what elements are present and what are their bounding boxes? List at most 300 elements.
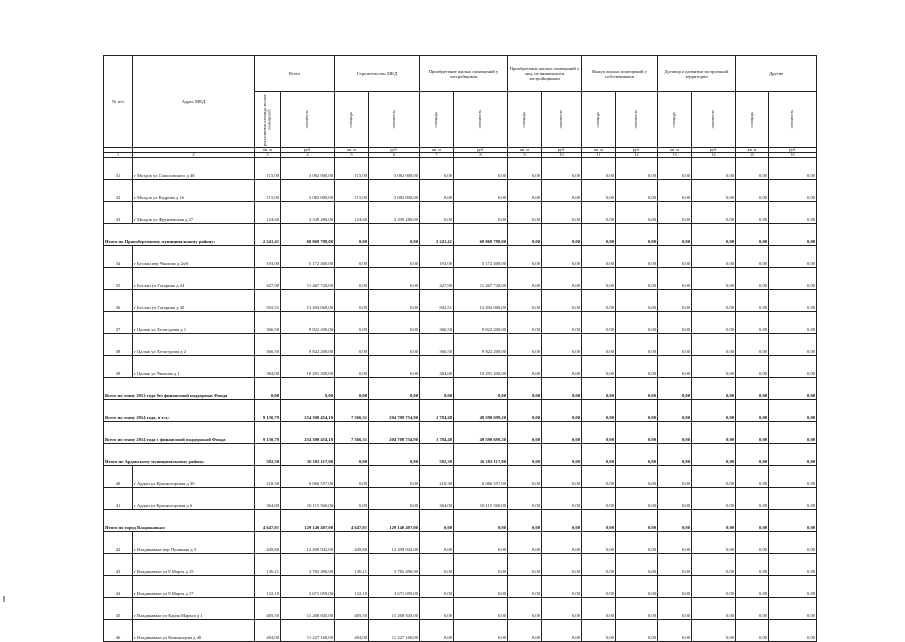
header-subcolumn [736, 92, 769, 148]
value-cell: 9 822 200,00 [454, 334, 508, 356]
value-cell: 0,00 [769, 466, 817, 488]
value-cell: 0,00 [658, 620, 692, 642]
total-label: Всего по этапу 2014 года с финансовой поддержкой Фонда [104, 422, 255, 444]
value-cell: 0,00 [542, 598, 582, 620]
value-cell: 218,30 [255, 466, 281, 488]
header-subcolumn [658, 92, 692, 148]
value-cell: 0,00 [454, 180, 508, 202]
value-cell: 0,00 [542, 466, 582, 488]
row-number: 39 [104, 356, 133, 378]
value-cell: 0,00 [420, 202, 454, 224]
value-cell: 115,00 [335, 180, 369, 202]
value-cell: 0,00 [769, 334, 817, 356]
value-cell: 1 784,48 [420, 422, 454, 444]
value-cell: 0,00 [736, 312, 769, 334]
value-cell: 0,00 [692, 356, 736, 378]
value-cell: 502,51 [255, 290, 281, 312]
value-cell: 0,00 [369, 444, 420, 466]
value-cell: 366,50 [255, 334, 281, 356]
value-cell: 0,00 [542, 312, 582, 334]
value-cell: 0,00 [454, 554, 508, 576]
value-cell: 0,00 [616, 312, 658, 334]
row-address: г Цалык ул Хетагурова д 1 [133, 312, 255, 334]
value-cell: 0,00 [582, 356, 616, 378]
value-cell: 0,00 [542, 620, 582, 642]
total-row [104, 400, 817, 422]
value-cell: 404,00 [255, 620, 281, 642]
table-row [104, 356, 817, 378]
column-number-cell: 2 [133, 153, 255, 158]
header-address: Адрес МКД [133, 56, 255, 148]
value-cell: 0,00 [616, 576, 658, 598]
row-address: г Цалык ул Чкалова д 1 [133, 356, 255, 378]
value-cell: 9 150,79 [255, 422, 281, 444]
value-cell: 0,00 [736, 422, 769, 444]
value-cell: 0,00 [736, 378, 769, 400]
unit-cell: руб. [769, 148, 817, 153]
value-cell: 0,00 [616, 334, 658, 356]
row-address: г Моздок ул Кадрова д 16 [133, 180, 255, 202]
value-cell: 0,00 [335, 466, 369, 488]
value-cell: 0,00 [616, 268, 658, 290]
value-cell: 13 494 068,00 [281, 290, 335, 312]
row-number: 46 [104, 620, 133, 642]
value-cell: 0,00 [769, 532, 817, 554]
total-row [104, 444, 817, 466]
total-label: Итого по город Владикавказ: [104, 510, 255, 532]
header-subcolumn-label: расселяемая площадь жилых помещений [262, 93, 272, 146]
value-cell: 0,00 [658, 268, 692, 290]
header-subcolumn [420, 92, 454, 148]
value-cell: 0,00 [582, 246, 616, 268]
value-cell: 0,00 [508, 290, 542, 312]
value-cell: 4 647,01 [255, 510, 281, 532]
header-subcolumn [335, 92, 369, 148]
value-cell: 0,00 [420, 158, 454, 180]
row-number: 34 [104, 246, 133, 268]
value-cell: 384,00 [420, 356, 454, 378]
value-cell: 129 140 407,00 [281, 510, 335, 532]
header-subcolumn-label: стоимость [558, 110, 564, 129]
value-cell: 0,00 [420, 378, 454, 400]
value-cell: 16 182 117,00 [454, 444, 508, 466]
column-number-cell: 3 [255, 153, 281, 158]
value-cell: 3 339 280,00 [369, 202, 420, 224]
value-cell: 115,00 [255, 180, 281, 202]
row-number: 37 [104, 312, 133, 334]
header-subcolumn-label: площадь [433, 111, 439, 128]
value-cell: 0,00 [692, 532, 736, 554]
value-cell: 582,30 [420, 444, 454, 466]
value-cell: 0,00 [736, 202, 769, 224]
value-cell: 0,00 [542, 290, 582, 312]
unit-cell: руб. [616, 148, 658, 153]
value-cell: 0,00 [736, 356, 769, 378]
value-cell: 0,00 [769, 444, 817, 466]
value-cell: 0,00 [508, 378, 542, 400]
value-cell: 0,00 [582, 510, 616, 532]
value-cell: 0,00 [454, 620, 508, 642]
value-cell: 502,51 [420, 290, 454, 312]
value-cell: 0,00 [658, 444, 692, 466]
document-page [103, 55, 816, 642]
value-cell: 0,00 [542, 356, 582, 378]
total-label: Всего по этапу 2013 года без финансовой поддержки Фонда [104, 378, 255, 400]
value-cell: 3 082 000,00 [281, 180, 335, 202]
value-cell: 0,00 [736, 290, 769, 312]
value-cell: 0,00 [508, 246, 542, 268]
value-cell: 0,00 [769, 422, 817, 444]
value-cell: 9 822 200,00 [281, 312, 335, 334]
value-cell: 0,00 [454, 202, 508, 224]
value-cell: 0,00 [658, 598, 692, 620]
value-cell: 49 590 699,20 [454, 422, 508, 444]
value-cell: 0,00 [769, 400, 817, 422]
value-cell: 0,00 [692, 268, 736, 290]
value-cell: 0,00 [542, 268, 582, 290]
column-number-cell: 7 [420, 153, 454, 158]
value-cell: 449,80 [255, 532, 281, 554]
value-cell: 3 339 280,00 [281, 202, 335, 224]
value-cell: 0,00 [582, 576, 616, 598]
value-cell: 0,00 [335, 246, 369, 268]
value-cell: 3 082 000,00 [281, 158, 335, 180]
value-cell: 0,00 [658, 466, 692, 488]
header-subcolumn-label: площадь [748, 111, 754, 128]
value-cell: 0,00 [692, 202, 736, 224]
value-cell: 0,00 [582, 620, 616, 642]
column-number-cell: 11 [582, 153, 616, 158]
value-cell: 366,50 [420, 312, 454, 334]
value-cell: 0,00 [658, 246, 692, 268]
value-cell: 0,00 [616, 598, 658, 620]
value-cell: 204 709 754,90 [369, 400, 420, 422]
row-address: г Владикавказ ул 8 Марта д 15 [133, 554, 255, 576]
value-cell: 0,00 [769, 312, 817, 334]
row-number: 31 [104, 158, 133, 180]
value-cell: 0,00 [582, 268, 616, 290]
value-cell: 6 066 557,00 [454, 466, 508, 488]
value-cell: 0,00 [454, 158, 508, 180]
table-row [104, 158, 817, 180]
value-cell: 0,00 [369, 488, 420, 510]
value-cell: 0,00 [769, 202, 817, 224]
value-cell: 0,00 [616, 620, 658, 642]
value-cell: 0,00 [658, 312, 692, 334]
header-subcolumn-label: площадь [595, 111, 601, 128]
value-cell: 9 822 200,00 [281, 334, 335, 356]
value-cell: 0,00 [769, 158, 817, 180]
column-number-cell: 10 [542, 153, 582, 158]
value-cell: 0,00 [658, 576, 692, 598]
value-cell: 0,00 [769, 246, 817, 268]
value-cell: 0,00 [658, 290, 692, 312]
value-cell: 0,00 [736, 576, 769, 598]
value-cell: 0,00 [508, 620, 542, 642]
value-cell: 0,00 [736, 510, 769, 532]
value-cell: 0,00 [692, 444, 736, 466]
unit-cell: кв. м [736, 148, 769, 153]
value-cell: 13 494 068,00 [454, 290, 508, 312]
header-subcolumn [281, 92, 335, 148]
value-cell: 0,00 [692, 246, 736, 268]
value-cell: 0,00 [769, 554, 817, 576]
header-number: № п/п [104, 56, 133, 148]
value-cell: 0,00 [582, 532, 616, 554]
row-address: г Беслан пер Чкалова д 2а/6 [133, 246, 255, 268]
row-number: 41 [104, 488, 133, 510]
value-cell: 254 300 454,10 [281, 400, 335, 422]
value-cell: 0,00 [582, 378, 616, 400]
value-cell: 0,00 [369, 246, 420, 268]
value-cell: 0,00 [769, 356, 817, 378]
row-number: 38 [104, 334, 133, 356]
value-cell: 0,00 [335, 290, 369, 312]
row-number: 42 [104, 532, 133, 554]
column-number-cell: 4 [281, 153, 335, 158]
value-cell: 0,00 [420, 510, 454, 532]
value-cell: 0,00 [658, 334, 692, 356]
header-subcolumn-label: площадь [521, 111, 527, 128]
value-cell: 132,10 [335, 576, 369, 598]
row-number: 45 [104, 598, 133, 620]
value-cell: 0,00 [616, 158, 658, 180]
value-cell: 0,00 [616, 444, 658, 466]
value-cell: 0,00 [582, 422, 616, 444]
value-cell: 0,00 [616, 246, 658, 268]
value-cell: 427,90 [420, 268, 454, 290]
value-cell: 0,00 [658, 554, 692, 576]
value-cell: 0,00 [692, 334, 736, 356]
row-number: 35 [104, 268, 133, 290]
value-cell: 0,00 [616, 378, 658, 400]
value-cell: 0,00 [281, 378, 335, 400]
value-cell: 0,00 [335, 334, 369, 356]
unit-cell: кв. м [420, 148, 454, 153]
value-cell: 136,11 [335, 554, 369, 576]
value-cell: 0,00 [369, 312, 420, 334]
value-cell: 12 499 942,00 [281, 532, 335, 554]
value-cell: 0,00 [508, 444, 542, 466]
column-number-cell: 8 [454, 153, 508, 158]
value-cell: 0,00 [508, 532, 542, 554]
header-group: Всего [255, 56, 335, 92]
value-cell: 0,00 [769, 290, 817, 312]
row-address: г Ардон ул Красногорская д 30 [133, 466, 255, 488]
header-group: Договор о развитии застроенной территории [658, 56, 736, 92]
value-cell: 132,10 [255, 576, 281, 598]
value-cell: 0,00 [420, 598, 454, 620]
value-cell: 10 291 200,00 [454, 356, 508, 378]
value-cell: 0,00 [542, 554, 582, 576]
header-subcolumn [769, 92, 817, 148]
value-cell: 0,00 [508, 598, 542, 620]
value-cell: 0,00 [692, 554, 736, 576]
value-cell: 10 115 560,00 [281, 488, 335, 510]
value-cell: 0,00 [692, 400, 736, 422]
value-cell: 124,60 [255, 202, 281, 224]
value-cell: 0,00 [420, 576, 454, 598]
value-cell: 0,00 [335, 488, 369, 510]
value-cell: 10 291 200,00 [281, 356, 335, 378]
column-number-cell: 12 [616, 153, 658, 158]
value-cell: 0,00 [658, 510, 692, 532]
column-number-cell: 1 [104, 153, 133, 158]
value-cell: 16 182 117,00 [281, 444, 335, 466]
value-cell: 0,00 [420, 620, 454, 642]
row-address: г Беслан ул Гагарина д 30 [133, 290, 255, 312]
value-cell: 384,00 [255, 356, 281, 378]
table-row [104, 576, 817, 598]
value-cell: 0,00 [616, 180, 658, 202]
row-address: г Моздок ул Фрунзенская д 27 [133, 202, 255, 224]
value-cell: 0,00 [658, 158, 692, 180]
header-subcolumn [508, 92, 542, 148]
value-cell: 0,00 [736, 158, 769, 180]
value-cell: 0,00 [769, 576, 817, 598]
value-cell: 0,00 [736, 620, 769, 642]
value-cell: 7 366,31 [335, 422, 369, 444]
value-cell: 0,00 [542, 378, 582, 400]
value-cell: 11 467 720,00 [454, 268, 508, 290]
row-number: 33 [104, 202, 133, 224]
total-row [104, 378, 817, 400]
value-cell: 0,00 [582, 224, 616, 246]
value-cell: 0,00 [616, 290, 658, 312]
table-row [104, 246, 817, 268]
value-cell: 0,00 [454, 576, 508, 598]
value-cell: 0,00 [508, 268, 542, 290]
value-cell: 0,00 [335, 356, 369, 378]
value-cell: 0,00 [616, 422, 658, 444]
value-cell: 0,00 [736, 268, 769, 290]
value-cell: 0,00 [420, 180, 454, 202]
value-cell: 0,00 [582, 334, 616, 356]
row-number: 43 [104, 554, 133, 576]
value-cell: 11 467 720,00 [281, 268, 335, 290]
header-subcolumn-label: площадь [348, 111, 354, 128]
value-cell: 0,00 [692, 620, 736, 642]
value-cell: 0,00 [542, 532, 582, 554]
column-number-cell: 5 [335, 153, 369, 158]
table-row [104, 202, 817, 224]
column-number-cell: 6 [369, 153, 420, 158]
value-cell: 0,00 [692, 290, 736, 312]
header-group: Выкуп жилых помещений у собственников [582, 56, 658, 92]
value-cell: 0,00 [769, 378, 817, 400]
value-cell: 0,00 [508, 422, 542, 444]
unit-cell: кв. м [508, 148, 542, 153]
table-row [104, 532, 817, 554]
unit-cell: руб. [454, 148, 508, 153]
value-cell: 0,00 [542, 202, 582, 224]
value-cell: 0,00 [369, 466, 420, 488]
value-cell: 0,00 [736, 180, 769, 202]
value-cell: 0,00 [769, 620, 817, 642]
value-cell: 0,00 [508, 312, 542, 334]
row-address: г Ардон ул Красногорская д 6 [133, 488, 255, 510]
value-cell: 0,00 [508, 510, 542, 532]
value-cell: 0,00 [542, 158, 582, 180]
header-subcolumn-label: стоимость [390, 110, 396, 129]
unit-cell: кв. м [255, 148, 281, 153]
value-cell: 11 227 160,00 [369, 620, 420, 642]
value-cell: 0,00 [508, 180, 542, 202]
value-cell: 0,00 [692, 422, 736, 444]
value-cell: 0,00 [582, 158, 616, 180]
value-cell: 2 241,41 [255, 224, 281, 246]
value-cell: 0,00 [692, 488, 736, 510]
value-cell: 0,00 [736, 488, 769, 510]
value-cell: 0,00 [616, 532, 658, 554]
row-address: г Владикавказ ул Карла Маркса д 1 [133, 598, 255, 620]
value-cell: 193,00 [255, 246, 281, 268]
value-cell: 0,00 [335, 268, 369, 290]
value-cell: 3 782 496,90 [281, 554, 335, 576]
value-cell: 11 227 160,00 [281, 620, 335, 642]
value-cell: 193,00 [420, 246, 454, 268]
value-cell: 0,00 [769, 488, 817, 510]
value-cell: 5 172 400,00 [281, 246, 335, 268]
value-cell: 136,11 [255, 554, 281, 576]
value-cell: 0,00 [736, 466, 769, 488]
value-cell: 0,00 [508, 334, 542, 356]
value-cell: 0,00 [582, 290, 616, 312]
value-cell: 0,00 [582, 598, 616, 620]
value-cell: 449,80 [335, 532, 369, 554]
header-subcolumn [542, 92, 582, 148]
value-cell: 254 300 454,10 [281, 422, 335, 444]
value-cell: 0,00 [616, 466, 658, 488]
value-cell: 0,00 [369, 224, 420, 246]
total-row [104, 224, 817, 246]
value-cell: 0,00 [658, 400, 692, 422]
row-number: 44 [104, 576, 133, 598]
value-cell: 0,00 [508, 554, 542, 576]
row-number: 32 [104, 180, 133, 202]
unit-cell: руб. [692, 148, 736, 153]
unit-cell: кв. м [335, 148, 369, 153]
value-cell: 0,00 [582, 202, 616, 224]
value-cell: 0,00 [508, 356, 542, 378]
value-cell: 3 082 000,00 [369, 158, 420, 180]
value-cell: 3 782 496,90 [369, 554, 420, 576]
value-cell: 0,00 [616, 488, 658, 510]
value-cell: 0,00 [335, 378, 369, 400]
value-cell: 0,00 [736, 554, 769, 576]
value-cell: 0,00 [736, 224, 769, 246]
value-cell: 0,00 [736, 532, 769, 554]
value-cell: 49 590 699,20 [454, 400, 508, 422]
value-cell: 405,50 [255, 598, 281, 620]
value-cell: 0,00 [369, 356, 420, 378]
value-cell: 2 241,41 [420, 224, 454, 246]
value-cell: 0,00 [335, 444, 369, 466]
value-cell: 0,00 [508, 488, 542, 510]
table-row [104, 598, 817, 620]
value-cell: 427,90 [255, 268, 281, 290]
value-cell: 3 671 059,00 [369, 576, 420, 598]
row-address: г Моздок ул Соколовского д 48 [133, 158, 255, 180]
value-cell: 0,00 [769, 510, 817, 532]
column-number-cell: 15 [736, 153, 769, 158]
value-cell: 0,00 [542, 180, 582, 202]
total-label: Итого по Правобережному муниципальному району: [104, 224, 255, 246]
value-cell: 0,00 [616, 202, 658, 224]
header-group: Приобретение жилых помещений у лиц, не являющихся застройщиками [508, 56, 582, 92]
value-cell: 0,00 [582, 180, 616, 202]
value-cell: 405,50 [335, 598, 369, 620]
